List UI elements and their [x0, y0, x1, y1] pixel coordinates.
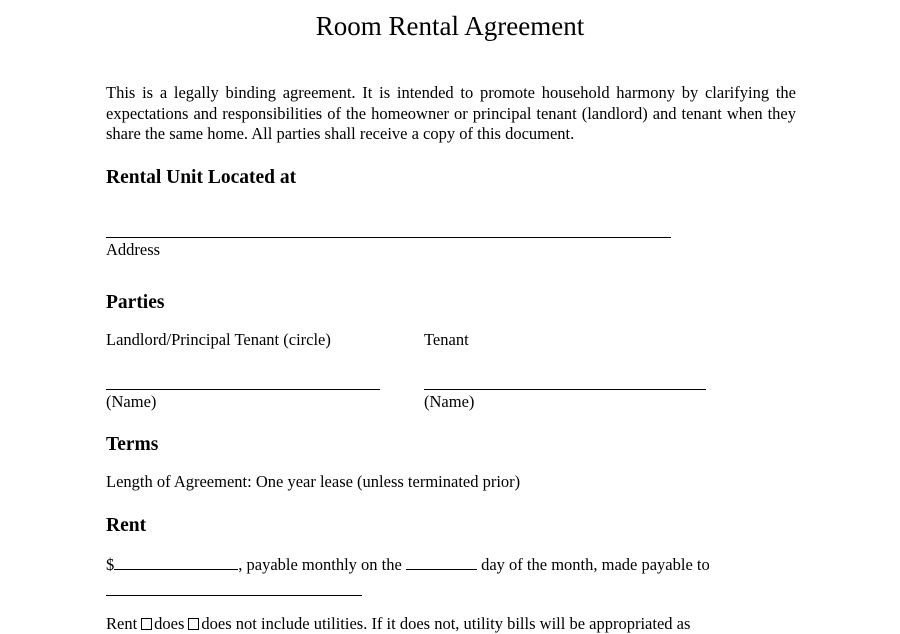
- dollar-sign: $: [106, 555, 115, 574]
- includes-utilities-checkbox[interactable]: [141, 618, 152, 630]
- landlord-name-label: (Name): [106, 392, 157, 411]
- excludes-utilities-checkbox[interactable]: [188, 618, 199, 630]
- landlord-name-blank-line[interactable]: [106, 389, 380, 390]
- tenant-name-label: (Name): [424, 392, 475, 411]
- rent-amount-blank[interactable]: [114, 554, 238, 570]
- parties-heading: Parties: [106, 292, 165, 313]
- payable-to-blank-line[interactable]: [106, 595, 362, 596]
- address-blank-line[interactable]: [106, 237, 671, 238]
- does-not-include-text: does not include utilities. If it does not, utility bills will be appropriated as: [201, 614, 691, 633]
- document-title: Room Rental Agreement: [315, 11, 585, 41]
- rent-payable-line: [106, 554, 710, 575]
- landlord-label: Landlord/Principal Tenant (circle): [106, 330, 331, 349]
- rent-word: Rent: [106, 614, 138, 633]
- tenant-label: Tenant: [424, 330, 469, 349]
- day-of-month-text: day of the month, made payable to: [481, 555, 710, 574]
- rental-unit-heading: Rental Unit Located at: [106, 167, 297, 188]
- rent-heading: Rent: [106, 515, 147, 536]
- address-label: Address: [106, 240, 161, 259]
- intro-paragraph: This is a legally binding agreement. It is intended to promote household harmony by clarifying the expectations and responsibilities of the homeowner or principal tenant (landlord) and tenant when they share the same home. All parties shall receive a copy of this document.: [106, 83, 796, 143]
- rent-day-blank[interactable]: [406, 554, 477, 570]
- payable-text: , payable monthly on the: [238, 555, 402, 574]
- length-of-agreement-text: Length of Agreement: One year lease (unless terminated prior): [106, 472, 521, 491]
- terms-heading: Terms: [106, 434, 159, 455]
- tenant-name-blank-line[interactable]: [424, 389, 706, 390]
- does-label: does: [154, 614, 185, 633]
- utilities-line: [106, 614, 690, 634]
